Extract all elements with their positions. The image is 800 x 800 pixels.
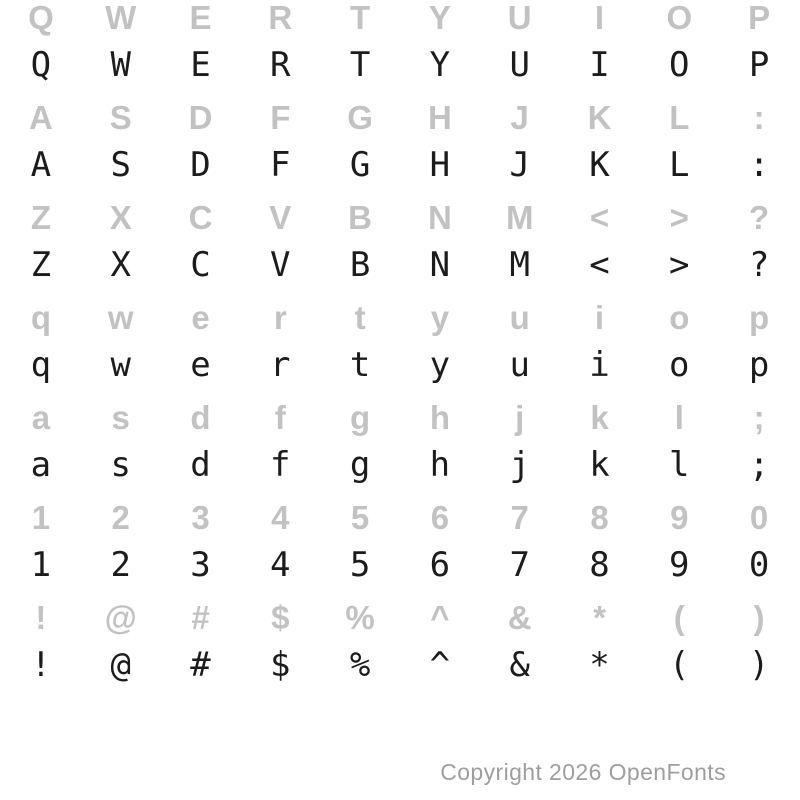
glyph-cell: & [507, 599, 532, 636]
specimen-row-ink-uppercase-bottom-row [1, 240, 799, 290]
glyph-cell: o [669, 345, 690, 385]
glyph-cell: N [429, 245, 451, 285]
glyph-cell: p [748, 345, 770, 385]
glyph-cell: i [589, 345, 610, 385]
glyph-cell: 0 [749, 499, 769, 536]
glyph-cell: H [429, 145, 451, 185]
glyph-cell: P [748, 45, 770, 85]
glyph-cell: : [753, 99, 765, 136]
glyph-cell: 0 [748, 545, 770, 585]
glyph-cell: ^ [430, 599, 450, 636]
specimen-pair-lowercase-home-row [1, 400, 799, 500]
glyph-cell: ? [748, 245, 770, 285]
glyph-cell: H [427, 99, 452, 136]
glyph-cell: R [270, 45, 291, 85]
glyph-cell: 9 [670, 499, 689, 536]
glyph-cell: d [190, 399, 211, 436]
glyph-cell: J [509, 145, 530, 185]
glyph-cell: Q [28, 0, 54, 36]
specimen-row-ink-symbols-row [1, 640, 799, 690]
glyph-cell: 5 [349, 545, 371, 585]
glyph-cell: s [111, 399, 130, 436]
glyph-cell: C [188, 199, 213, 236]
glyph-cell: k [590, 399, 609, 436]
glyph-cell: U [509, 45, 530, 85]
glyph-cell: f [274, 399, 286, 436]
glyph-cell: $ [270, 645, 291, 685]
glyph-cell: G [349, 145, 371, 185]
specimen-row-ink-uppercase-top-row [1, 40, 799, 90]
glyph-cell: J [510, 99, 529, 136]
glyph-cell: > [669, 245, 690, 285]
glyph-cell: s [110, 445, 131, 485]
glyph-cell: L [669, 99, 690, 136]
specimen-row-ghost-uppercase-bottom-row [1, 193, 799, 243]
glyph-cell: Y [428, 0, 451, 36]
glyph-cell: 4 [271, 499, 290, 536]
glyph-cell: 8 [590, 499, 609, 536]
glyph-cell: e [191, 299, 210, 336]
glyph-cell: 8 [589, 545, 610, 585]
specimen-row-ink-uppercase-home-row [1, 140, 799, 190]
glyph-cell: E [190, 45, 211, 85]
glyph-cell: t [349, 345, 371, 385]
glyph-cell: @ [104, 599, 137, 636]
specimen-pair-symbols-row [1, 600, 799, 700]
glyph-cell: M [509, 245, 530, 285]
glyph-cell: % [345, 599, 375, 636]
glyph-cell: % [349, 645, 371, 685]
glyph-cell: V [270, 245, 291, 285]
glyph-cell: 7 [510, 499, 529, 536]
glyph-cell: < [589, 245, 610, 285]
glyph-cell: a [30, 445, 52, 485]
glyph-cell: j [515, 399, 525, 436]
glyph-cell: Z [30, 199, 51, 236]
glyph-cell: 2 [110, 545, 131, 585]
glyph-cell: l [669, 445, 690, 485]
glyph-cell: M [505, 199, 534, 236]
specimen-pair-lowercase-top-row [1, 300, 799, 400]
glyph-cell: 6 [429, 545, 451, 585]
glyph-cell: 1 [31, 499, 51, 536]
specimen-pair-uppercase-top-row [1, 0, 799, 100]
glyph-cell: 1 [30, 545, 52, 585]
glyph-cell: f [270, 445, 291, 485]
glyph-cell: a [31, 399, 51, 436]
glyph-cell: u [509, 345, 530, 385]
glyph-cell: T [350, 0, 371, 36]
glyph-cell: L [669, 145, 690, 185]
glyph-cell: D [190, 145, 211, 185]
glyph-cell: Q [30, 45, 52, 85]
glyph-cell: I [589, 45, 610, 85]
glyph-cell: 4 [270, 545, 291, 585]
glyph-cell: 3 [190, 545, 211, 585]
glyph-cell: # [191, 599, 210, 636]
glyph-cell: 7 [509, 545, 530, 585]
glyph-cell: d [190, 445, 211, 485]
glyph-cell: K [587, 99, 612, 136]
specimen-row-ghost-digits-row [1, 493, 799, 543]
glyph-cell: ( [673, 599, 685, 636]
glyph-cell: Y [429, 45, 451, 85]
glyph-cell: B [348, 199, 373, 236]
specimen-row-ghost-symbols-row [1, 593, 799, 643]
glyph-cell: * [593, 599, 606, 636]
specimen-pair-uppercase-home-row [1, 100, 799, 200]
glyph-cell: ; [748, 445, 770, 485]
glyph-cell: h [429, 399, 450, 436]
specimen-row-ghost-uppercase-top-row [1, 0, 799, 43]
glyph-cell: y [430, 299, 450, 336]
glyph-cell: G [347, 99, 373, 136]
glyph-cell: E [189, 0, 212, 36]
glyph-cell: O [666, 0, 693, 36]
glyph-cell: w [107, 299, 134, 336]
specimen-row-ghost-uppercase-home-row [1, 93, 799, 143]
glyph-cell: N [427, 199, 452, 236]
glyph-cell: t [354, 299, 366, 336]
glyph-cell: 3 [191, 499, 210, 536]
glyph-cell: i [594, 299, 605, 336]
glyph-cell: g [349, 445, 371, 485]
glyph-cell: h [429, 445, 451, 485]
glyph-cell: X [109, 199, 132, 236]
glyph-cell: U [507, 0, 532, 36]
glyph-cell: k [589, 445, 610, 485]
glyph-cell: S [110, 145, 131, 185]
glyph-cell: ( [669, 645, 690, 685]
glyph-cell: 9 [669, 545, 690, 585]
glyph-cell: F [270, 99, 291, 136]
glyph-cell: w [110, 345, 131, 385]
glyph-cell: l [674, 399, 684, 436]
glyph-cell: O [669, 45, 690, 85]
glyph-cell: R [268, 0, 293, 36]
glyph-cell: @ [110, 645, 131, 685]
glyph-cell: K [589, 145, 610, 185]
glyph-cell: P [748, 0, 771, 36]
glyph-cell: < [589, 199, 610, 236]
glyph-cell: C [190, 245, 211, 285]
font-specimen-grid [1, 0, 799, 700]
glyph-cell: S [109, 99, 132, 136]
glyph-cell: r [270, 345, 291, 385]
glyph-cell: g [350, 399, 371, 436]
glyph-cell: j [509, 445, 530, 485]
glyph-cell: Z [30, 245, 52, 285]
specimen-row-ghost-lowercase-top-row [1, 293, 799, 343]
glyph-cell: * [589, 645, 610, 685]
glyph-cell: u [509, 299, 530, 336]
glyph-cell: p [749, 299, 770, 336]
glyph-cell: q [30, 345, 52, 385]
glyph-cell: 5 [350, 499, 370, 536]
glyph-cell: B [349, 245, 371, 285]
glyph-cell: r [273, 299, 287, 336]
glyph-cell: W [110, 45, 131, 85]
glyph-cell: o [669, 299, 690, 336]
glyph-cell: I [594, 0, 605, 36]
glyph-cell: y [429, 345, 451, 385]
glyph-cell: 2 [111, 499, 130, 536]
specimen-row-ghost-lowercase-home-row [1, 393, 799, 443]
glyph-cell: > [669, 199, 689, 236]
copyright-text: Copyright 2026 OpenFonts [440, 759, 726, 785]
glyph-cell: A [28, 99, 53, 136]
glyph-cell: ; [753, 399, 765, 436]
glyph-cell: D [188, 99, 213, 136]
glyph-cell: ) [748, 645, 770, 685]
glyph-cell: W [105, 0, 137, 36]
glyph-cell: V [269, 199, 292, 236]
glyph-cell: X [110, 245, 131, 285]
glyph-cell: ! [35, 599, 47, 636]
specimen-pair-uppercase-bottom-row [1, 200, 799, 300]
glyph-cell: ! [30, 645, 52, 685]
glyph-cell: # [190, 645, 211, 685]
specimen-pair-digits-row [1, 500, 799, 600]
glyph-cell: : [748, 145, 770, 185]
glyph-cell: ? [749, 199, 770, 236]
glyph-cell: $ [271, 599, 290, 636]
glyph-cell: T [349, 45, 371, 85]
glyph-cell: 6 [430, 499, 450, 536]
specimen-row-ink-digits-row [1, 540, 799, 590]
glyph-cell: ) [753, 599, 765, 636]
glyph-cell: e [190, 345, 211, 385]
glyph-cell: F [270, 145, 291, 185]
specimen-row-ink-lowercase-top-row [1, 340, 799, 390]
glyph-cell: & [509, 645, 530, 685]
glyph-cell: A [30, 145, 52, 185]
glyph-cell: ^ [429, 645, 451, 685]
specimen-row-ink-lowercase-home-row [1, 440, 799, 490]
glyph-cell: q [30, 299, 51, 336]
